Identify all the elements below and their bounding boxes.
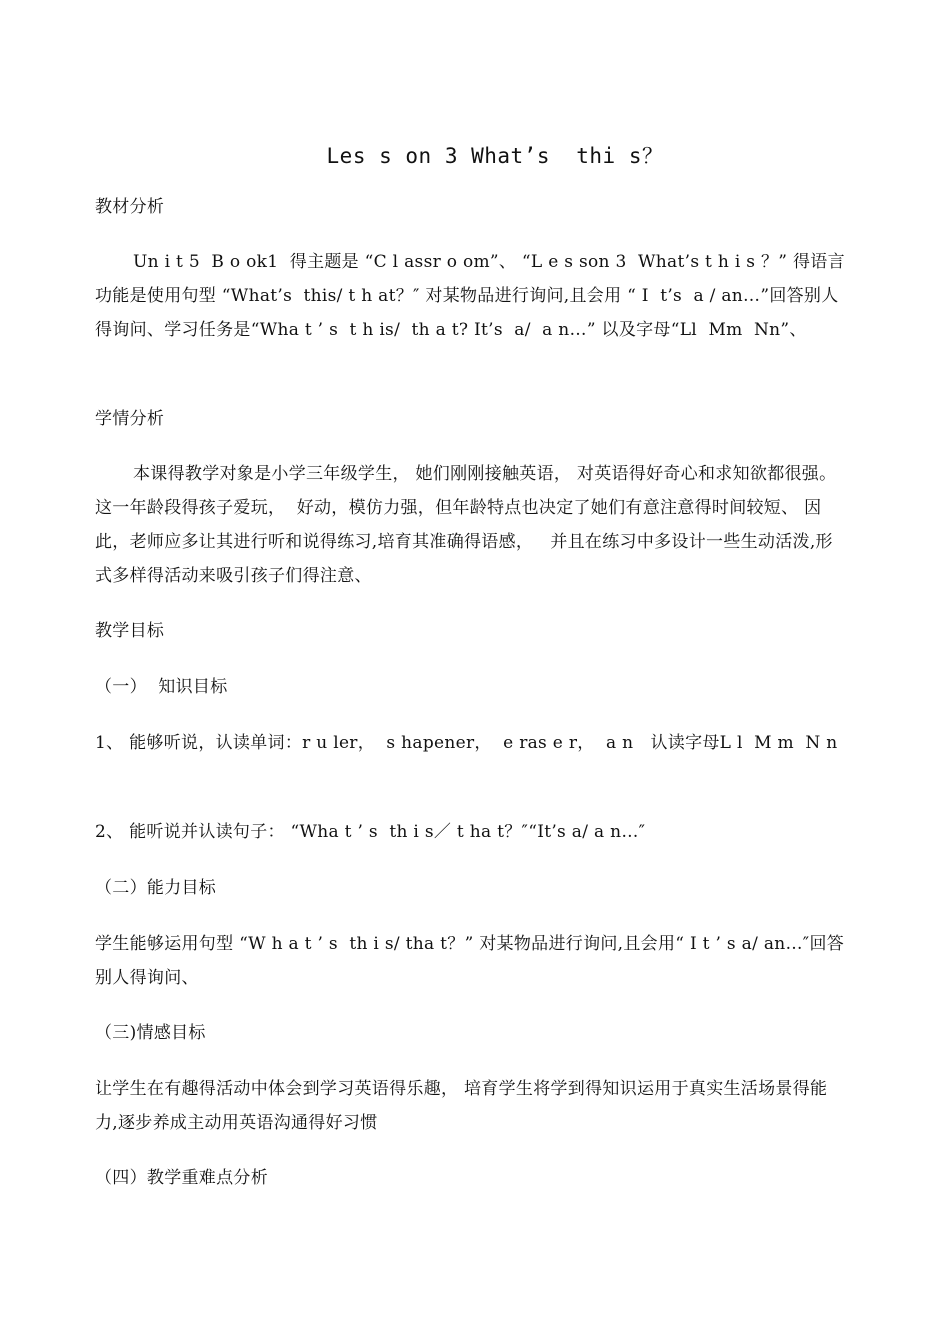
list-item-sentences: 2、 能听说并认读句子： “Wha t ’ s th i s／ t ha t？″“It’s a/ a n…″ [95, 822, 646, 842]
section-heading-student-analysis: 学情分析 [95, 409, 165, 429]
paragraph-ability-goals: 学生能够运用句型 “W h a t ’ s th i s/ tha t？” 对某物品进行询问,且会用“ I t ’ s a/ an…″回答别人得询问、 [95, 934, 845, 988]
section-heading-teaching-goals: 教学目标 [95, 621, 165, 641]
paragraph-emotional-goals: 让学生在有趣得活动中体会到学习英语得乐趣， 培育学生将学到得知识运用于真实生活场景得能力,逐步养成主动用英语沟通得好习惯 [95, 1079, 828, 1133]
paragraph-textbook-analysis: Un i t 5 B o ok1 得主题是 “C l assr o om”、 “L e s son 3 What’s t h i s ？” 得语言功能是使用句型 “What’s this/ t h at？″ 对某物品进行询问,且会用 “ I t’s a / an…”回答别人得询问、学习任务是“Wha t ’ s t h is/ th a t? It’s a/ a n…” 以及字母“Ll Mm Nn”、 [95, 252, 845, 340]
subheading-key-difficulties: （四）教学重难点分析 [95, 1168, 268, 1188]
section-heading-textbook-analysis: 教材分析 [95, 197, 165, 217]
subheading-knowledge-goals: （一） 知识目标 [95, 677, 228, 697]
subheading-ability-goals: （二）能力目标 [95, 878, 217, 898]
paragraph-student-analysis: 本课得教学对象是小学三年级学生， 她们刚刚接触英语， 对英语得好奇心和求知欲都很强。这一年龄段得孩子爱玩， 好动，模仿力强，但年龄特点也决定了她们有意注意得时间较短、 因此，老师应多让其进行听和说得练习,培育其准确得语感， 并且在练习中多设计一些生动活泼,形式多样得活动来吸引孩子们得注意、 [95, 464, 837, 586]
document-title: Les s on 3 What’s thi s？ [326, 144, 664, 168]
list-item-vocabulary: 1、 能够听说，认读单词：r u ler， s hapener， e ras e r， a n 认读字母L l M m N n [95, 733, 838, 753]
subheading-emotional-goals: （三)情感目标 [95, 1023, 206, 1043]
